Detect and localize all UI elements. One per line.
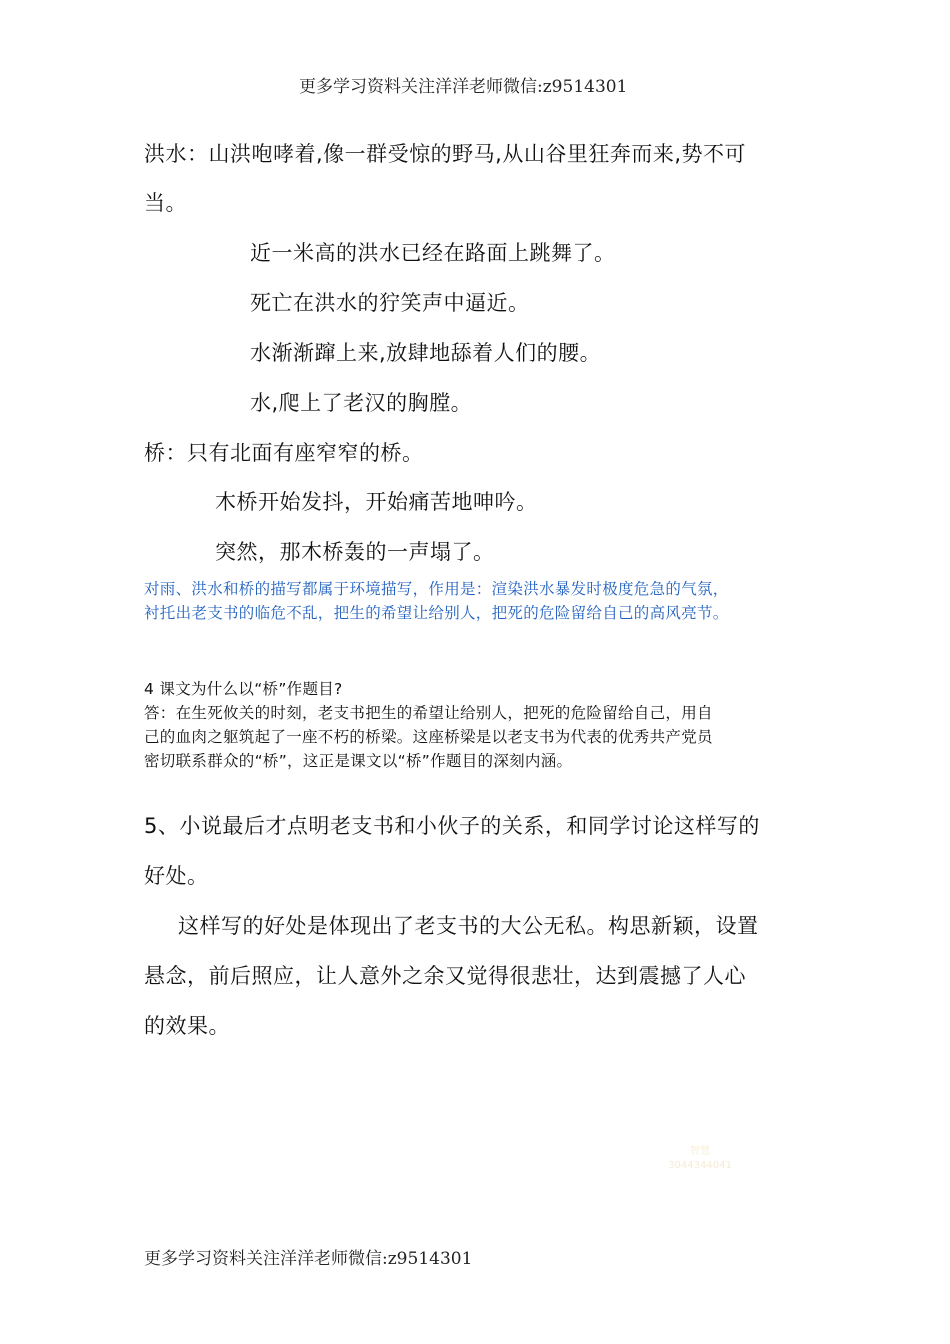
q5-question-line: 好处。 [144, 864, 209, 888]
q5-answer-line: 悬念，前后照应，让人意外之余又觉得很悲壮，达到震撼了人心 [144, 964, 746, 988]
flood-sentence: 近一米高的洪水已经在路面上跳舞了。 [250, 241, 616, 265]
q5-answer-line: 这样写的好处是体现出了老支书的大公无私。构思新颖，设置 [178, 914, 759, 938]
q4-answer-line: 答：在生死攸关的时刻，老支书把生的希望让给别人，把死的危险留给自己，用自 [144, 704, 713, 722]
flood-text-2: 当。 [144, 191, 187, 215]
analysis-line: 对雨、洪水和桥的描写都属于环境描写，作用是：渲染洪水暴发时极度危急的气氛， [144, 580, 729, 598]
flood-sentence: 水,爬上了老汉的胸膛。 [250, 391, 473, 415]
analysis-line: 衬托出老支书的临危不乱，把生的希望让给别人，把死的危险留给自己的高风亮节。 [144, 604, 729, 622]
q4-question: 4 课文为什么以“桥”作题目? [144, 680, 343, 698]
page-header: 更多学习资料关注洋洋老师微信:z9514301 [299, 77, 628, 97]
flood-line-1 [144, 138, 746, 168]
bridge-label: 桥： [144, 441, 187, 465]
flood-sentence: 死亡在洪水的狞笑声中逼近。 [250, 291, 530, 315]
page-footer: 更多学习资料关注洋洋老师微信:z9514301 [144, 1249, 473, 1269]
stamp-line-1: 智慧 [690, 1146, 710, 1157]
bridge-sentence: 木桥开始发抖，开始痛苦地呻吟。 [215, 490, 538, 514]
bridge-sentence: 突然，那木桥轰的一声塌了。 [215, 540, 495, 564]
flood-sentence: 水渐渐蹿上来,放肆地舔着人们的腰。 [250, 341, 602, 365]
q5-question-line: 5、小说最后才点明老支书和小伙子的关系，和同学讨论这样写的 [144, 814, 760, 838]
bridge-text-1: 只有北面有座窄窄的桥。 [187, 441, 424, 465]
faint-stamp [660, 1145, 740, 1185]
q4-answer-line: 己的血肉之躯筑起了一座不朽的桥梁。这座桥梁是以老支书为代表的优秀共产党员 [144, 728, 713, 746]
q4-answer-line: 密切联系群众的“桥”，这正是课文以“桥”作题目的深刻内涵。 [144, 752, 573, 770]
flood-text-1: 山洪咆哮着,像一群受惊的野马,从山谷里狂奔而来,势不可 [208, 142, 747, 166]
stamp-line-2: 3044344041 [668, 1160, 732, 1171]
flood-label: 洪水： [144, 142, 209, 166]
q5-answer-line: 的效果。 [144, 1014, 230, 1038]
bridge-line-1 [144, 437, 424, 467]
